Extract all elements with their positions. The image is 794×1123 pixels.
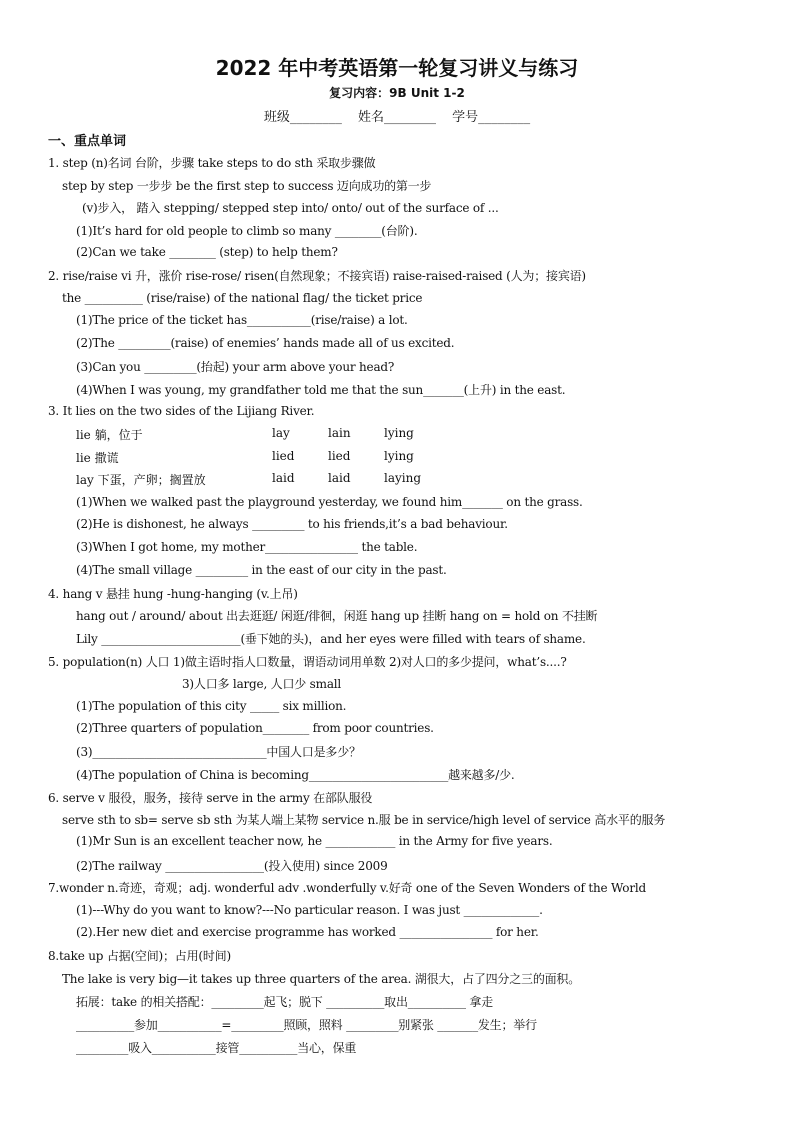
item-1-verb-forms: (v)步入， 踏入 stepping/ stepped step into/ onto/ out of the surface of ...	[82, 201, 499, 215]
item-6-phrases: serve sth to sb= serve sb sth 为某人端上某物 service n.服 be in service/high level of service 高水平的服务	[62, 813, 666, 827]
student-id-field: 学号________	[452, 110, 531, 125]
verb-ing: lying	[384, 426, 414, 440]
verb-base: lie 躺，位于	[76, 428, 143, 442]
student-info-line	[0, 106, 794, 125]
item-1-heading: 1. step (n)名词 台阶，步骤 take steps to do sth 采取步骤做	[48, 156, 376, 170]
extension-line: 拓展：take 的相关搭配：_________起飞；脱下 __________取出__________ 拿走	[76, 995, 493, 1009]
verb-base: lie 撒谎	[76, 451, 119, 465]
item-1-phrases: step by step 一步步 be the first step to success 迈向成功的第一步	[62, 179, 432, 193]
item-2-phrase: the __________ (rise/raise) of the national flag/ the ticket price	[62, 291, 423, 305]
item-7-heading: 7.wonder n.奇迹，奇观；adj. wonderful adv .wonderfully v.好奇 one of the Seven Wonders of the World	[48, 881, 646, 895]
item-2-heading: 2. rise/raise vi 升，涨价 rise-rose/ risen(自然现象；不接宾语) raise-raised-raised (人为；接宾语)	[48, 269, 586, 283]
exercise-line: (2)The _________(raise) of enemies’ hands made all of us excited.	[76, 336, 455, 350]
verb-past-participle: lain	[328, 426, 351, 440]
name-field: 姓名________	[357, 110, 436, 125]
exercise-line: (2)He is dishonest, he always _________ to his friends,it’s a bad behaviour.	[76, 517, 508, 531]
verb-past: lay	[272, 426, 290, 440]
exercise-line: (1)The price of the ticket has___________(rise/raise) a lot.	[76, 313, 408, 327]
item-3-heading: 3. It lies on the two sides of the Lijiang River.	[48, 404, 315, 418]
verb-ing: lying	[384, 449, 414, 463]
exercise-line: (1)The population of this city _____ six million.	[76, 699, 347, 713]
item-5-note: 3)人口多 large, 人口少 small	[182, 677, 342, 691]
item-4-heading: 4. hang v 悬挂 hung -hung-hanging (v.上吊)	[48, 587, 298, 601]
exercise-line: (1)It’s hard for old people to climb so many ________(台阶).	[76, 224, 418, 238]
extension-line: _________吸入___________接管__________当心，保重	[76, 1041, 357, 1055]
verb-past-participle: laid	[328, 471, 351, 485]
exercise-line: (1)---Why do you want to know?---No particular reason. I was just _____________.	[76, 903, 543, 917]
exercise-line: (3)Can you _________(抬起) your arm above your head?	[76, 360, 395, 374]
exercise-line: (2)The railway _________________(投入使用) since 2009	[76, 859, 388, 873]
page-subtitle: 复习内容：9B Unit 1-2	[329, 86, 465, 100]
item-8-heading: 8.take up 占据(空间)；占用(时间)	[48, 949, 231, 963]
exercise-line: (3)When I got home, my mother________________ the table.	[76, 540, 418, 554]
exercise-line: (4)The small village _________ in the east of our city in the past.	[76, 563, 447, 577]
exercise-line: (4)When I was young, my grandfather told me that the sun_______(上升) in the east.	[76, 383, 566, 397]
exercise-line: (1)Mr Sun is an excellent teacher now, he ____________ in the Army for five years.	[76, 834, 553, 848]
class-field: 班级________	[263, 110, 342, 125]
verb-past: lied	[272, 449, 295, 463]
verb-past-participle: lied	[328, 449, 351, 463]
item-6-heading: 6. serve v 服役，服务，接待 serve in the army 在部队服役	[48, 791, 373, 805]
section-heading: 一、重点单词	[48, 134, 127, 149]
item-8-example: The lake is very big—it takes up three quarters of the area. 湖很大，占了四分之三的面积。	[62, 972, 581, 986]
exercise-line: Lily ________________________(垂下她的头)，and her eyes were filled with tears of shame.	[76, 632, 586, 646]
verb-ing: laying	[384, 471, 422, 485]
exercise-line: (1)When we walked past the playground yesterday, we found him_______ on the grass.	[76, 495, 583, 509]
extension-line: __________参加___________=_________照顾，照料 _________别紧张 _______发生；举行	[76, 1018, 537, 1032]
verb-base: lay 下蛋，产卵；搁置放	[76, 473, 206, 487]
verb-past: laid	[272, 471, 295, 485]
item-5-heading: 5. population(n) 人口 1)做主语时指人口数量，谓语动词用单数 2)对人口的多少提问，what’s....?	[48, 655, 567, 669]
item-4-phrases: hang out / around/ about 出去逛逛/ 闲逛/徘徊，闲逛 hang up 挂断 hang on = hold on 不挂断	[76, 609, 598, 623]
exercise-line: (2)Three quarters of population________ from poor countries.	[76, 721, 434, 735]
exercise-line: (4)The population of China is becoming________________________越来越多/少.	[76, 768, 515, 782]
exercise-line: (2)Can we take ________ (step) to help them?	[76, 245, 338, 259]
exercise-line: (3)______________________________中国人口是多少？	[76, 745, 361, 759]
exercise-line: (2).Her new diet and exercise programme has worked ________________ for her.	[76, 925, 539, 939]
page-title: 2022 年中考英语第一轮复习讲义与练习	[215, 56, 579, 80]
